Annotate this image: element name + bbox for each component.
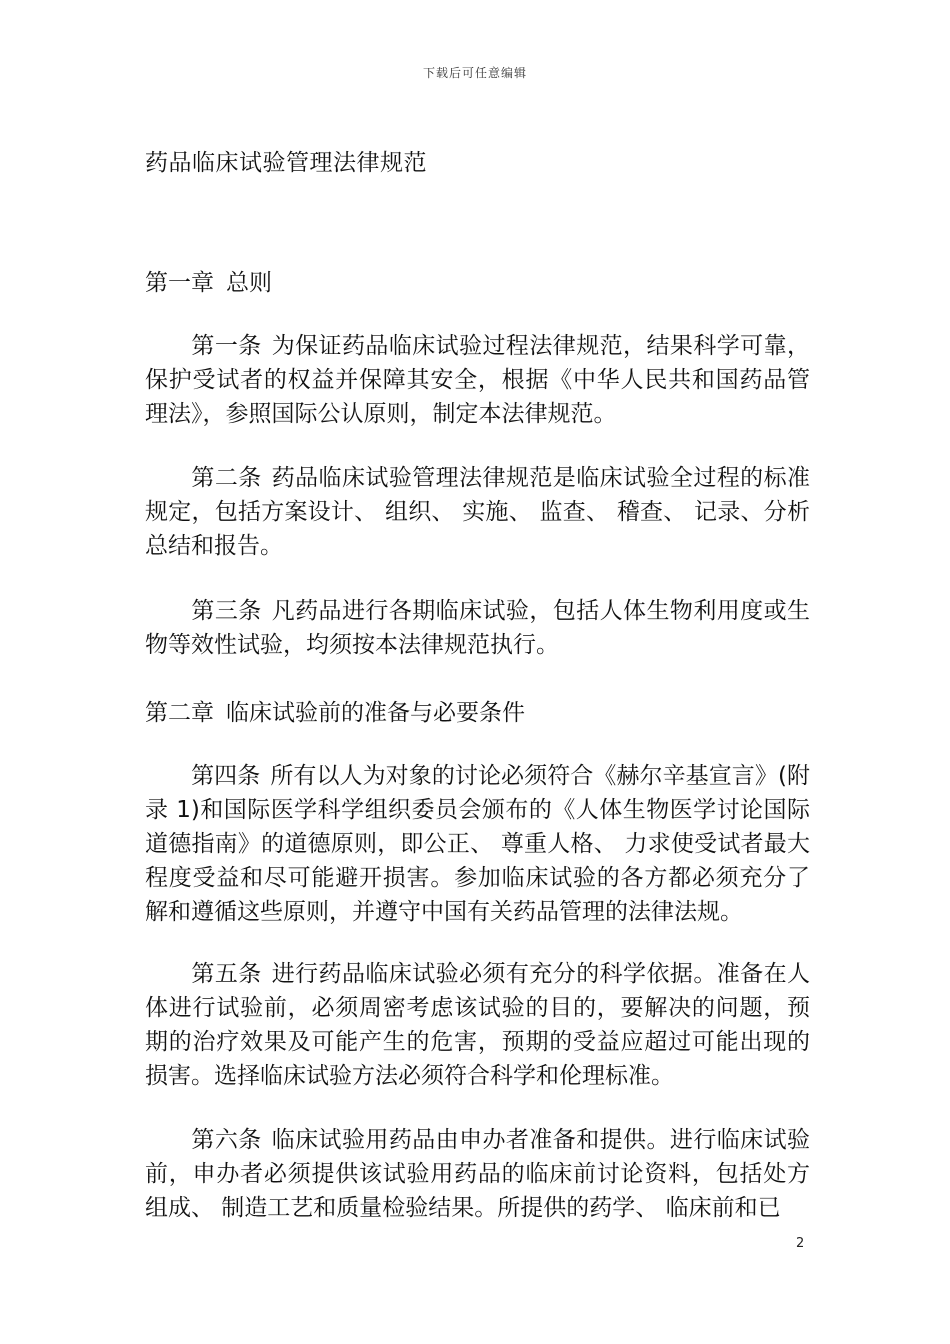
article-label: 第四条	[191, 763, 261, 789]
article-paragraph	[145, 594, 810, 662]
article-text: 进行药品临床试验必须有充分的科学依据。准备在人体进行试验前，必须周密考虑该试验的目的，要解决的问题，预期的治疗效果及可能产生的危害，预期的受益应超过可能出现的损害。选择临床试验方法必须符合科学和伦理标准。	[145, 961, 811, 1089]
article-paragraph	[145, 957, 810, 1093]
article-label: 第五条	[191, 961, 262, 987]
header-note: 下载后可任意编辑	[422, 66, 527, 80]
page-number: 2	[796, 1236, 805, 1251]
article-paragraph	[145, 759, 810, 929]
article-text: 凡药品进行各期临床试验，包括人体生物利用度或生物等效性试验，均须按本法律规范执行。	[145, 598, 811, 658]
article-text: 为保证药品临床试验过程法律规范，结果科学可靠，保护受试者的权益并保障其安全，根据《中华人民共和国药品管理法》，参照国际公认原则，制定本法律规范。	[145, 333, 811, 427]
article-text: 所有以人为对象的讨论必须符合《赫尔辛基宣言》(附录 1)和国际医学科学组织委员会颁布的《人体生物医学讨论国际道德指南》的道德原则，即公正、 尊重人格、 力求使受试者最大程度受益和尽可能避开损害。参加临床试验的各方都必须充分了解和遵循这些原则，并遵守中国有关药品管理的法律法规。	[145, 763, 811, 925]
article-text: 药品临床试验管理法律规范是临床试验全过程的标准规定，包括方案设计、 组织、 实施、 监查、 稽查、 记录、分析总结和报告。	[145, 465, 811, 559]
chapter-heading	[145, 264, 272, 297]
chapter-heading	[145, 694, 525, 727]
chapter-number: 第一章	[145, 270, 214, 296]
document-title: 药品临床试验管理法律规范	[145, 150, 427, 176]
article-label: 第一条	[191, 333, 262, 359]
article-paragraph	[145, 461, 810, 563]
article-text: 临床试验用药品由申办者准备和提供。进行临床试验前，申办者必须提供该试验用药品的临床前讨论资料，包括处方组成、 制造工艺和质量检验结果。所提供的药学、 临床前和已	[145, 1127, 811, 1221]
article-label: 第三条	[191, 598, 262, 624]
chapter-number: 第二章	[145, 700, 214, 726]
chapter-name: 总则	[226, 270, 272, 296]
article-paragraph	[145, 1123, 810, 1225]
article-label: 第六条	[191, 1127, 262, 1153]
article-paragraph	[145, 329, 810, 431]
article-label: 第二条	[191, 465, 262, 491]
chapter-name: 临床试验前的准备与必要条件	[226, 700, 525, 726]
